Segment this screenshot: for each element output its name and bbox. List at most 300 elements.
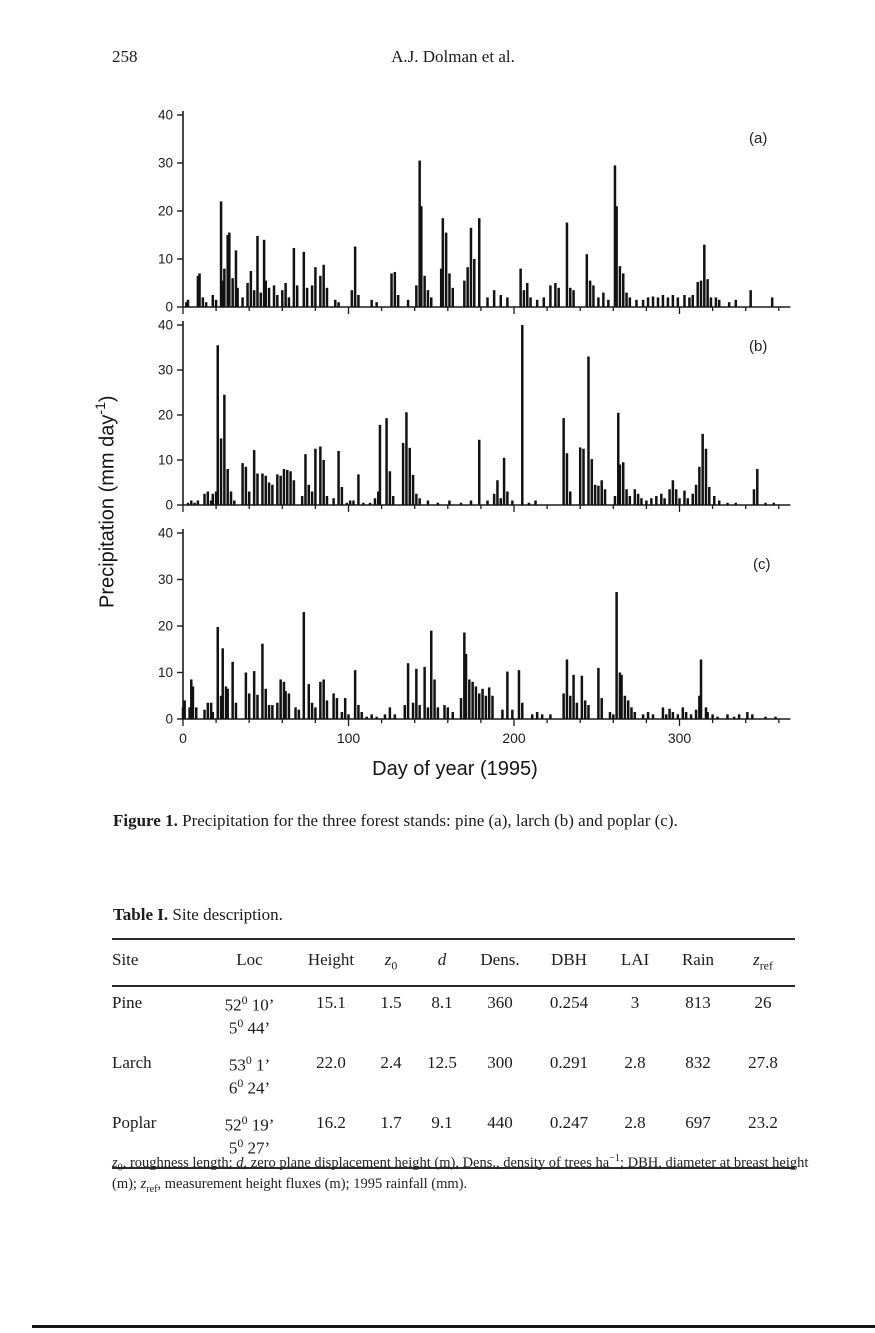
precip-bar — [667, 297, 670, 307]
precip-bar — [220, 438, 223, 505]
precip-bar — [622, 462, 625, 505]
precip-bar — [612, 714, 615, 719]
precip-bar — [223, 395, 226, 505]
table-cell-rain: 832 — [685, 1053, 711, 1073]
precip-bar — [311, 285, 314, 307]
precip-bar — [751, 714, 754, 719]
precip-bar — [397, 295, 400, 307]
precip-bar — [746, 712, 749, 719]
text-segment: , zero plane displacement height (m), Dens., density of trees ha — [243, 1154, 610, 1171]
precip-bar — [655, 496, 658, 505]
precip-bar — [357, 295, 360, 307]
precip-bar — [602, 293, 605, 307]
precip-bar — [660, 494, 663, 505]
precip-bar — [774, 717, 777, 719]
precip-bar — [228, 233, 231, 307]
precip-bar — [394, 272, 397, 307]
precip-bar — [587, 705, 590, 719]
precip-bar — [594, 485, 597, 505]
precip-bar — [352, 501, 355, 506]
precip-bar — [521, 703, 524, 719]
precip-bar — [256, 474, 259, 506]
table-cell-site: Larch — [112, 1053, 152, 1073]
precip-bar — [705, 449, 708, 505]
precip-bar — [652, 714, 655, 719]
precip-bar — [235, 703, 238, 719]
precip-bar — [284, 691, 287, 719]
precip-bar — [408, 448, 411, 505]
precip-bar — [311, 492, 314, 506]
precip-bar — [569, 492, 572, 506]
precip-bar — [672, 295, 675, 307]
precip-bar — [203, 710, 206, 719]
precip-bar — [528, 503, 531, 505]
precip-bar — [672, 712, 675, 719]
precip-bar — [619, 465, 622, 506]
precip-bar — [683, 295, 686, 307]
precip-bar — [728, 302, 731, 307]
figure-x-axis-label: Day of year (1995) — [372, 758, 538, 780]
precip-bar — [470, 228, 473, 307]
precip-bar — [460, 503, 463, 505]
precip-bar — [695, 485, 698, 505]
precip-bar — [478, 440, 481, 505]
table-cell-lai: 3 — [630, 993, 640, 1013]
precip-bar — [716, 717, 719, 719]
table-header-cell: $z_0$ — [384, 950, 398, 973]
precip-bar — [314, 707, 317, 719]
y-tick-label: 30 — [157, 362, 173, 378]
figure-caption-label: Figure 1. — [113, 811, 178, 830]
precip-bar — [207, 703, 210, 719]
precip-bar — [319, 447, 322, 506]
precip-bar — [486, 297, 489, 307]
precip-bar — [306, 288, 309, 307]
precip-bar — [415, 285, 418, 307]
precip-bar — [233, 501, 236, 506]
x-tick-label: 300 — [667, 730, 692, 746]
precip-bar — [566, 453, 569, 505]
precip-bar — [276, 295, 279, 307]
precip-bar — [733, 717, 736, 719]
precip-bar — [394, 714, 397, 719]
precip-bar — [700, 281, 703, 307]
precip-bar — [662, 707, 665, 719]
precip-bar — [322, 679, 325, 719]
precip-bar — [718, 300, 721, 307]
precip-bar — [334, 300, 337, 307]
precip-bar — [622, 273, 625, 307]
precip-bar — [370, 714, 373, 719]
precip-bar — [314, 449, 317, 505]
precip-bar — [427, 290, 430, 307]
precip-bar — [726, 503, 729, 505]
table-cell-dbh: 0.254 — [549, 993, 589, 1013]
precip-bar — [217, 627, 220, 719]
table-header-cell: Height — [307, 950, 355, 969]
precip-bar — [735, 300, 738, 307]
precip-bar — [284, 283, 287, 307]
table-cell-zref: 23.2 — [748, 1113, 778, 1133]
precip-bar — [288, 297, 291, 307]
x-tick-label: 0 — [179, 730, 187, 746]
precip-bar — [481, 689, 484, 719]
precip-bar — [268, 288, 271, 307]
precip-bar — [433, 679, 436, 719]
precip-bar — [281, 290, 284, 307]
precip-bar — [678, 498, 681, 505]
precip-bar — [268, 483, 271, 506]
precip-bar — [652, 296, 655, 307]
table-cell-site: Pine — [112, 993, 143, 1013]
table-cell-d: 9.1 — [431, 1113, 453, 1133]
precip-bar — [230, 492, 233, 506]
y-tick-label: 10 — [157, 251, 173, 267]
precip-bar — [354, 670, 357, 719]
precip-bar — [647, 712, 650, 719]
precip-bar — [493, 494, 496, 505]
precip-bar — [473, 259, 476, 307]
location-coordinate: $52^0$ 19’ — [224, 1113, 275, 1135]
precip-bar — [341, 487, 344, 505]
location-coordinate: $5^0$ 27’ — [228, 1135, 271, 1158]
precip-bar — [322, 265, 325, 307]
precip-bar — [256, 695, 259, 719]
precip-bar — [212, 494, 215, 505]
precip-bar — [703, 245, 706, 307]
y-tick-label: 40 — [157, 107, 173, 123]
precip-bar — [668, 489, 671, 505]
table-header-cell: Rain — [681, 950, 715, 969]
precip-bar — [486, 501, 489, 506]
precip-bar — [283, 469, 286, 505]
precip-bar — [369, 503, 372, 505]
precip-bar — [627, 700, 630, 719]
precip-bar — [696, 282, 699, 307]
precip-bar — [303, 612, 306, 719]
text-segment: ref — [146, 1184, 158, 1196]
precip-bar — [326, 288, 329, 307]
text-segment: ; DBH, diameter at breast height (m); — [112, 1154, 809, 1193]
precip-bar — [236, 288, 239, 307]
precip-bar — [407, 663, 410, 719]
precip-bar — [501, 710, 504, 719]
y-tick-label: 0 — [165, 299, 173, 315]
table-cell-height: 22.0 — [316, 1053, 346, 1073]
precip-bar — [231, 662, 234, 719]
location-coordinate: $6^0$ 24’ — [228, 1076, 271, 1098]
table-header-cell: d — [437, 950, 447, 969]
precip-bar — [688, 297, 691, 307]
precip-bar — [466, 267, 469, 307]
precip-bar — [534, 501, 537, 506]
precip-bar — [614, 496, 617, 505]
precip-bar — [319, 682, 322, 719]
precip-bar — [600, 698, 603, 719]
table-cell-loc — [202, 1053, 297, 1099]
precip-bar — [261, 474, 264, 506]
precip-bar — [205, 302, 208, 307]
precip-bar — [265, 476, 268, 505]
precip-bar — [589, 281, 592, 307]
precip-bar — [620, 675, 623, 719]
table-cell-z0: 1.7 — [380, 1113, 402, 1133]
location-coordinate: $53^0$ 1’ — [228, 1053, 271, 1075]
precip-bar — [523, 290, 526, 307]
table-cell-z0: 1.5 — [380, 993, 402, 1013]
precip-bar — [629, 496, 632, 505]
precip-bar — [332, 693, 335, 719]
precip-bar — [261, 644, 264, 719]
figure-caption-text: Precipitation for the three forest stands: pine (a), larch (b) and poplar (c). — [177, 811, 678, 830]
precip-bar — [506, 297, 509, 307]
precip-bar — [764, 717, 767, 719]
precip-bar — [572, 675, 575, 719]
precip-bar — [375, 302, 378, 307]
precip-bar — [581, 676, 584, 719]
precip-bar — [582, 449, 585, 505]
precip-bar — [423, 667, 426, 719]
precip-bar — [642, 714, 645, 719]
precip-bar — [753, 489, 756, 505]
text-segment: z — [140, 1176, 147, 1193]
precip-bar — [322, 460, 325, 505]
precip-bar — [326, 700, 329, 719]
table-cell-rain: 813 — [685, 993, 711, 1013]
precip-bar — [566, 659, 569, 719]
precip-bar — [415, 669, 418, 719]
precip-bar — [265, 689, 268, 719]
table-title-text: Site description. — [168, 905, 283, 924]
precip-bar — [463, 281, 466, 307]
precip-bar — [718, 501, 721, 506]
precip-bar — [735, 503, 738, 505]
precip-bar — [675, 489, 678, 505]
precip-bar — [187, 503, 190, 505]
precip-bar — [430, 297, 433, 307]
precip-bar — [506, 492, 509, 506]
running-head: A.J. Dolman et al. — [391, 47, 515, 66]
text-segment: 0 — [117, 1162, 123, 1174]
precip-bar — [407, 300, 410, 307]
y-tick-label: 40 — [157, 525, 173, 541]
table-cell-dens: 360 — [487, 993, 513, 1013]
precip-bar — [418, 498, 421, 505]
precip-bar — [597, 668, 600, 719]
precip-bar — [241, 297, 244, 307]
table-cell-d: 8.1 — [431, 993, 453, 1013]
table-header-cell: $z_{ref}$ — [753, 950, 773, 973]
precip-bar — [427, 707, 430, 719]
precip-bar — [385, 418, 388, 505]
precip-bar — [193, 503, 196, 505]
precip-bar — [442, 218, 445, 307]
precip-bar — [554, 283, 557, 307]
precip-bar — [529, 297, 532, 307]
table-cell-site: Poplar — [112, 1113, 157, 1133]
precip-bar — [248, 492, 251, 506]
precip-bar — [764, 503, 767, 505]
precipitation-chart-panel-a — [148, 108, 818, 318]
precip-bar — [448, 501, 451, 506]
table-cell-rain: 697 — [685, 1113, 711, 1133]
precip-bar — [404, 705, 407, 719]
precip-bar — [579, 447, 582, 505]
precip-bar — [437, 503, 440, 505]
text-segment: Precipitation (mm day — [96, 414, 119, 608]
precip-bar — [447, 707, 450, 719]
precip-bar — [650, 498, 653, 505]
precip-bar — [370, 300, 373, 307]
table-cell-height: 16.2 — [316, 1113, 346, 1133]
table-header-cell: LAI — [620, 950, 650, 969]
precip-bar — [640, 498, 643, 505]
precip-bar — [202, 297, 205, 307]
precip-bar — [562, 418, 565, 505]
precip-bar — [647, 297, 650, 307]
precip-bar — [607, 300, 610, 307]
precip-bar — [190, 501, 193, 506]
precip-bar — [276, 474, 279, 505]
precip-bar — [683, 491, 686, 505]
precip-bar — [245, 467, 248, 505]
precip-bar — [701, 434, 704, 505]
precip-bar — [346, 503, 349, 505]
precip-bar — [412, 703, 415, 719]
precip-bar — [390, 273, 393, 307]
precip-bar — [392, 496, 395, 505]
figure-caption — [113, 810, 795, 832]
precip-bar — [197, 501, 200, 506]
precip-bar — [562, 693, 565, 719]
table-cell-dens: 300 — [487, 1053, 513, 1073]
precipitation-chart-panel-c — [148, 526, 818, 761]
precip-bar — [415, 494, 418, 505]
precip-bar — [245, 673, 248, 720]
table-cell-z0: 2.4 — [380, 1053, 402, 1073]
precip-bar — [569, 288, 572, 307]
precip-bar — [332, 498, 335, 505]
precip-bar — [609, 712, 612, 719]
y-tick-label: 20 — [157, 203, 173, 219]
panel-label-c: (c) — [753, 556, 771, 573]
precip-bar — [711, 714, 714, 719]
precip-bar — [690, 714, 693, 719]
precip-bar — [465, 654, 468, 719]
precip-bar — [253, 290, 256, 307]
precip-bar — [665, 714, 668, 719]
precip-bar — [600, 480, 603, 505]
precip-bar — [183, 700, 186, 719]
precip-bar — [226, 689, 229, 719]
precip-bar — [389, 471, 392, 505]
precip-bar — [511, 501, 513, 506]
precip-bar — [241, 463, 244, 505]
precip-bar — [615, 592, 618, 719]
precip-bar — [195, 707, 198, 719]
precip-bar — [518, 670, 521, 719]
y-tick-label: 10 — [157, 452, 173, 468]
table-cell-dbh: 0.291 — [549, 1053, 589, 1073]
precip-bar — [427, 501, 430, 506]
precip-bar — [374, 498, 377, 505]
table-footnote — [112, 1152, 812, 1197]
precip-bar — [541, 714, 544, 719]
precip-bar — [597, 297, 600, 307]
precip-bar — [630, 707, 633, 719]
precip-bar — [592, 285, 595, 307]
page-number: 258 — [112, 47, 138, 66]
precip-bar — [212, 295, 215, 307]
precip-bar — [591, 459, 594, 505]
precip-bar — [619, 266, 622, 307]
precip-bar — [296, 285, 299, 307]
precip-bar — [279, 476, 282, 505]
precip-bar — [624, 696, 627, 719]
precip-bar — [192, 686, 195, 719]
precip-bar — [700, 659, 703, 719]
precip-bar — [405, 412, 408, 505]
precip-bar — [706, 279, 709, 307]
table-header-row — [112, 940, 795, 985]
precipitation-chart-panel-b — [148, 318, 818, 518]
precip-bar — [715, 297, 718, 307]
precip-bar — [756, 469, 759, 505]
precip-bar — [349, 501, 352, 506]
precip-bar — [642, 300, 645, 307]
precip-bar — [212, 712, 215, 719]
text-segment: -1 — [92, 402, 108, 415]
precip-bar — [615, 206, 618, 307]
precip-bar — [749, 290, 752, 307]
table-cell-loc — [202, 993, 297, 1039]
precip-bar — [500, 498, 503, 505]
precip-bar — [308, 485, 311, 505]
table-cell-dens: 440 — [487, 1113, 513, 1133]
precip-bar — [187, 300, 190, 307]
precip-bar — [471, 682, 474, 719]
precip-bar — [586, 254, 589, 307]
precip-bar — [448, 273, 451, 307]
precip-bar — [677, 297, 680, 307]
precip-bar — [519, 269, 522, 307]
precip-bar — [279, 679, 282, 719]
precip-bar — [625, 293, 628, 307]
precip-bar — [698, 467, 701, 505]
precip-bar — [375, 717, 378, 719]
precip-bar — [587, 357, 590, 506]
y-tick-label: 20 — [157, 618, 173, 634]
precip-bar — [362, 503, 365, 505]
precip-bar — [572, 290, 575, 307]
precip-bar — [695, 710, 698, 719]
text-segment: , roughness length; — [122, 1154, 237, 1171]
text-segment: −1 — [609, 1153, 620, 1164]
y-tick-label: 30 — [157, 572, 173, 587]
precip-bar — [557, 288, 560, 307]
precip-bar — [326, 496, 329, 505]
table-header-cell: DBH — [551, 950, 587, 969]
precip-bar — [475, 686, 478, 719]
precip-bar — [337, 451, 340, 505]
precip-bar — [682, 707, 685, 719]
precip-bar — [260, 293, 263, 307]
precip-bar — [657, 297, 660, 307]
precip-bar — [511, 710, 513, 719]
precip-bar — [604, 489, 607, 505]
x-tick-label: 200 — [502, 730, 526, 746]
precip-bar — [485, 696, 488, 719]
